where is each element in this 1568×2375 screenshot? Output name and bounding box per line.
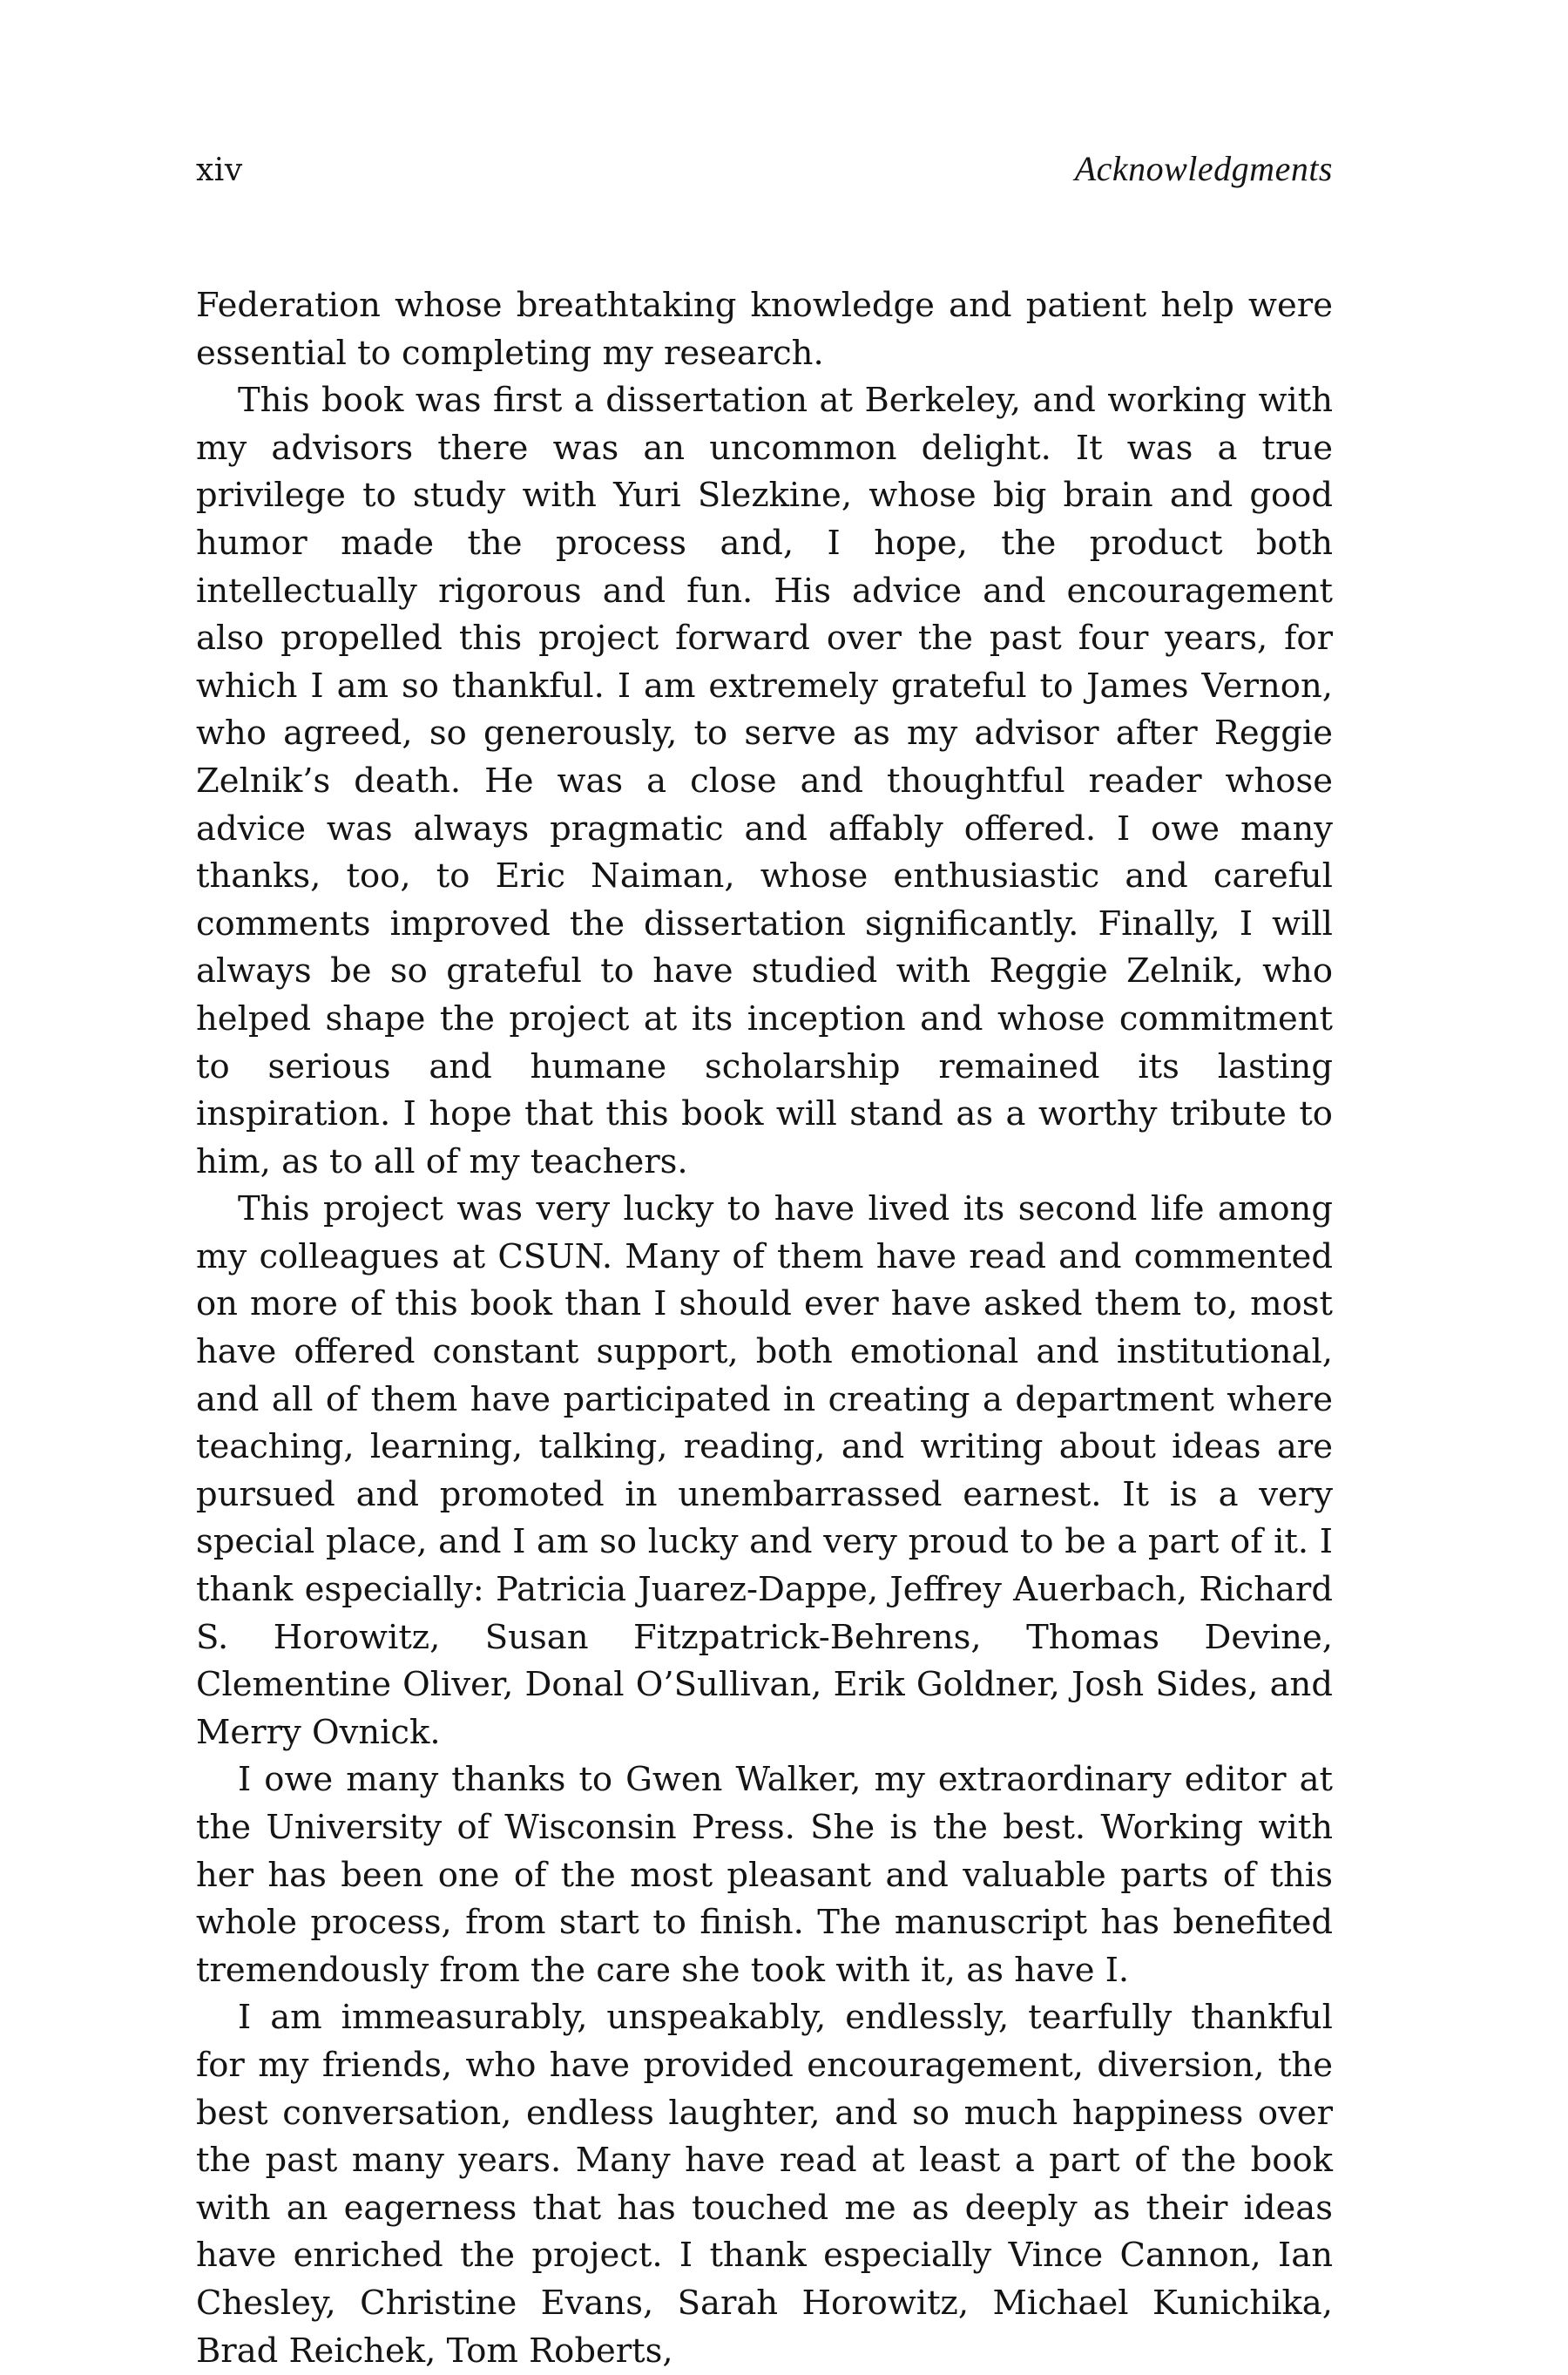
paragraph-editor: I owe many thanks to Gwen Walker, my extraordinary editor at the University of Wisconsin Press. She is the best. Working with her has been one of the most pleasant and valuable parts of this whole process, from start to finish. The manuscript has benefited tremendously from the care she took with it, as have I. (196, 1760, 1333, 1990)
paragraph-friends: I am immeasurably, unspeakably, endlessly, tearfully thankful for my friends, who have provided encouragement, diversion, the best conversation, endless laughter, and so much happiness over the past many years. Many have read at least a part of the book with an eagerness that has touched me as deeply as their ideas have enriched the project. I thank especially Vince Cannon, Ian Chesley, Christine Evans, Sarah Horowitz, Michael Kunichika, Brad Reichek, Tom Roberts, (196, 1998, 1333, 2371)
book-page (196, 148, 1333, 2375)
running-head (196, 148, 1333, 200)
paragraph-dissertation: This book was first a dissertation at Berkeley, and working with my advisors there was an uncommon delight. It was a true privilege to study with Yuri Slezkine, whose big brain and good humor made the process and, I hope, the product both intellectually rigorous and fun. His advice and encouragement also propelled this project forward over the past four years, for which I am so thankful. I am extremely grateful to James Vernon, who agreed, so generously, to serve as my advisor after Reggie Zelnik’s death. He was a close and thoughtful reader whose advice was always pragmatic and affably offered. I owe many thanks, too, to Eric Naiman, whose enthusiastic and careful comments improved the dissertation significantly. Finally, I will always be so grateful to have studied with Reggie Zelnik, who helped shape the project at its inception and whose commitment to serious and humane scholarship remained its lasting inspiration. I hope that this book will stand as a worthy tribute to him, as to all of my teachers. (196, 381, 1333, 1181)
paragraph-continued: Federation whose breathtaking knowledge and patient help were essential to completing my research. (196, 286, 1333, 373)
body-text (196, 282, 1333, 2375)
section-title: Acknowledgments (1074, 149, 1333, 188)
paragraph-colleagues: This project was very lucky to have lived its second life among my colleagues at CSUN. Many of them have read and commented on more of this book than I should ever have asked them to, most have offered constant support, both emotional and institutional, and all of them have participated in creating a department where teaching, learning, talking, reading, and writing about ideas are pursued and promoted in unembarrassed earnest. It is a very special place, and I am so lucky and very proud to be a part of it. I thank especially: Patricia Juarez-Dappe, Jeffrey Auerbach, Richard S. Horowitz, Susan Fitzpatrick-Behrens, Thomas Devine, Clementine Oliver, Donal O’Sullivan, Erik Goldner, Josh Sides, and Merry Ovnick. (196, 1189, 1333, 1752)
page-number: xiv (196, 152, 243, 188)
